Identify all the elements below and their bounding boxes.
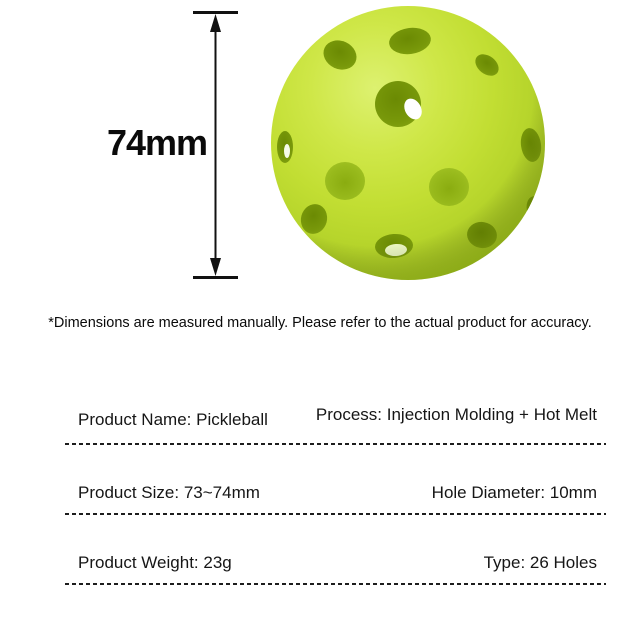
spec-process: Process: Injection Molding + Hot Melt — [315, 405, 597, 424]
disclaimer-text: *Dimensions are measured manually. Please refer to the actual product for accuracy. — [48, 315, 592, 331]
dimension-label: 74mm — [106, 122, 208, 163]
spec-row-name-process — [0, 405, 640, 436]
divider-dashed-line — [65, 513, 606, 515]
spec-row-weight-type — [0, 553, 640, 579]
spec-product-weight: Product Weight: 23g — [78, 553, 232, 572]
spec-product-name: Product Name: Pickleball — [78, 410, 268, 429]
divider-dashed-line — [65, 583, 606, 585]
spec-row-size-hole — [0, 483, 640, 509]
spec-type: Type: 26 Holes — [483, 553, 597, 572]
pickleball-photo — [268, 5, 548, 285]
spec-product-size: Product Size: 73~74mm — [78, 483, 260, 502]
divider-dashed-line — [65, 443, 606, 445]
spec-hole-diameter: Hole Diameter: 10mm — [431, 483, 597, 502]
